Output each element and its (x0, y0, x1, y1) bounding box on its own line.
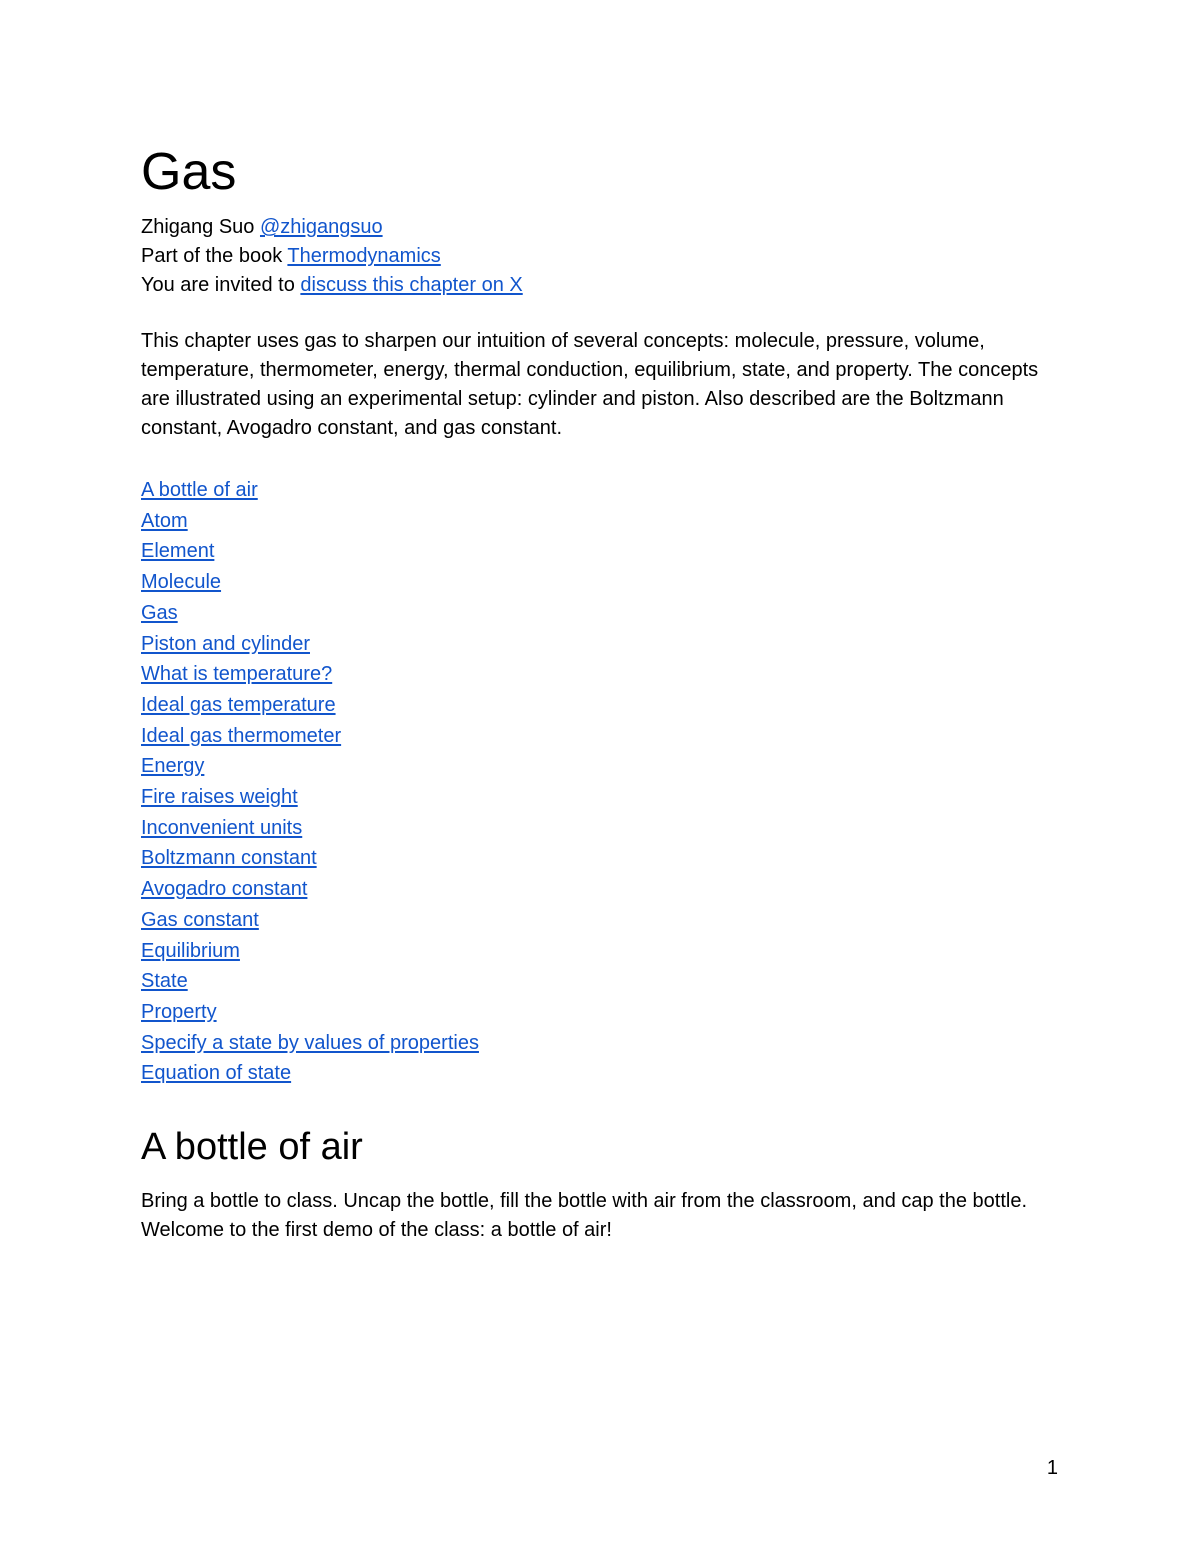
toc-item (141, 874, 479, 905)
toc-item (141, 813, 479, 844)
toc-item (141, 997, 479, 1028)
toc-link-element[interactable]: Element (141, 540, 215, 563)
toc-link-ideal-gas-thermometer[interactable]: Ideal gas thermometer (141, 724, 342, 747)
toc-link-state[interactable]: State (141, 970, 188, 993)
toc-item (141, 1028, 479, 1059)
discuss-link[interactable]: discuss this chapter on X (300, 274, 523, 296)
page-number: 1 (1046, 1457, 1058, 1479)
toc-link-molecule[interactable]: Molecule (141, 571, 222, 594)
toc-link-avogadro-constant[interactable]: Avogadro constant (141, 878, 308, 901)
page-title: Gas (141, 143, 237, 201)
section-heading: A bottle of air (141, 1126, 363, 1168)
table-of-contents (141, 475, 479, 1089)
author-line (141, 213, 523, 242)
toc-item (141, 475, 479, 506)
book-prefix: Part of the book (141, 245, 283, 267)
toc-link-gas[interactable]: Gas (141, 601, 178, 624)
toc-item (141, 536, 479, 567)
toc-item (141, 966, 479, 997)
toc-link-atom[interactable]: Atom (141, 509, 188, 532)
chapter-meta (141, 213, 523, 300)
toc-link-inconvenient-units[interactable]: Inconvenient units (141, 816, 303, 839)
toc-link-fire-raises-weight[interactable]: Fire raises weight (141, 786, 298, 809)
toc-item (141, 905, 479, 936)
toc-item (141, 690, 479, 721)
toc-item (141, 567, 479, 598)
toc-item (141, 721, 479, 752)
toc-link-property[interactable]: Property (141, 1000, 217, 1023)
toc-link-bottle-of-air[interactable]: A bottle of air (141, 479, 258, 501)
toc-link-equation-of-state[interactable]: Equation of state (141, 1062, 292, 1085)
toc-item (141, 751, 479, 782)
book-link[interactable]: Thermodynamics (287, 245, 441, 267)
toc-item (141, 782, 479, 813)
book-line (141, 242, 523, 271)
toc-link-piston-and-cylinder[interactable]: Piston and cylinder (141, 632, 310, 655)
invite-prefix: You are invited to (141, 274, 295, 296)
author-handle-link[interactable]: @zhigangsuo (259, 216, 383, 238)
toc-link-what-is-temperature[interactable]: What is temperature? (141, 663, 333, 686)
toc-link-gas-constant[interactable]: Gas constant (141, 908, 259, 931)
toc-link-specify-a-state[interactable]: Specify a state by values of properties (141, 1031, 479, 1054)
author-name: Zhigang Suo (141, 216, 255, 238)
toc-item (141, 659, 479, 690)
toc-item (141, 506, 479, 537)
toc-item (141, 843, 479, 874)
toc-item (141, 936, 479, 967)
toc-link-energy[interactable]: Energy (141, 755, 205, 778)
toc-item (141, 598, 479, 629)
toc-link-boltzmann-constant[interactable]: Boltzmann constant (141, 847, 317, 870)
invite-line (141, 271, 523, 300)
section-paragraph: Bring a bottle to class. Uncap the bottle, fill the bottle with air from the classroom, and cap the bottle. Welcome to the first demo of the class: a bottle of air! (141, 1190, 1028, 1241)
toc-link-ideal-gas-temperature[interactable]: Ideal gas temperature (141, 693, 336, 716)
intro-paragraph: This chapter uses gas to sharpen our intuition of several concepts: molecule, pressure, volume, temperature, thermometer, energy, thermal conduction, equilibrium, state, and property. The concepts are illustrated using an experimental setup: cylinder and piston. Also described are the Boltzmann constant, Avogadro constant, and gas constant. (141, 330, 1039, 439)
toc-item (141, 629, 479, 660)
toc-item (141, 1058, 479, 1089)
toc-link-equilibrium[interactable]: Equilibrium (141, 939, 240, 962)
